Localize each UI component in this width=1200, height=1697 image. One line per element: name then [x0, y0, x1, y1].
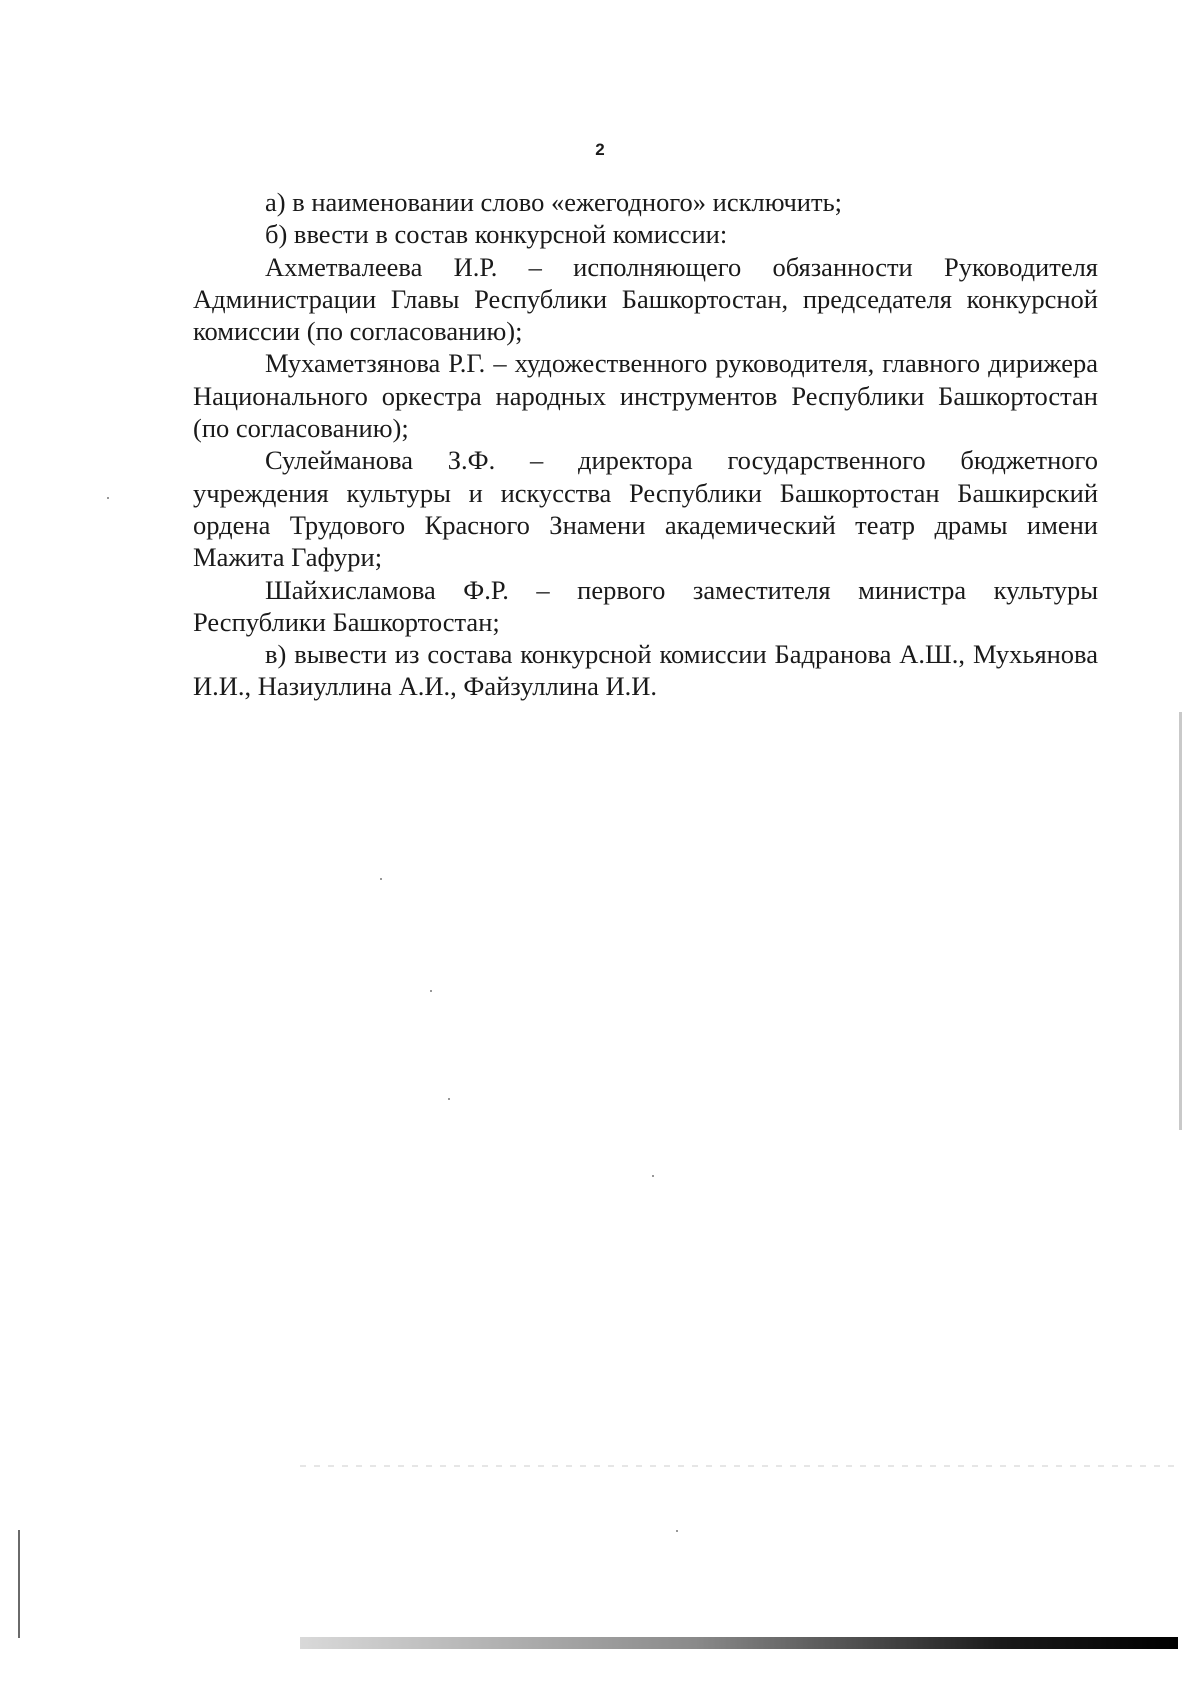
paragraph-item-a: а) в наименовании слово «ежегодного» исключить;	[265, 187, 843, 217]
scan-speck	[380, 878, 382, 880]
page-number: 2	[595, 140, 605, 159]
scan-speck	[107, 497, 109, 499]
paragraph-member-shaykhislamov: Шайхисламова Ф.Р. – первого заместителя министра культуры Республики Башкортостан;	[193, 574, 1098, 637]
scan-speck	[652, 1175, 654, 1177]
scan-speck	[676, 1530, 678, 1532]
document-body	[193, 186, 1098, 703]
scan-speck	[430, 990, 432, 992]
paragraph-member-akhmetvaleev: Ахметвалеева И.Р. – исполняющего обязанности Руководителя Администрации Главы Республики Башкортостан, председателя конкурсной комиссии (по согласованию);	[193, 251, 1098, 347]
paragraph-item-b: б) ввести в состав конкурсной комиссии:	[265, 219, 728, 250]
paragraph-member-suleymanov: Сулейманова З.Ф. – директора государственного бюджетного учреждения культуры и искусства Республики Башкортостан Башкирский ордена Трудового Красного Знамени академический театр драмы имени Мажита Гафури;	[193, 445, 1098, 573]
scan-speck	[448, 1098, 450, 1100]
scan-edge-bottom	[300, 1637, 1178, 1649]
scan-faint-row	[300, 1465, 1180, 1467]
paragraph-item-v: в) вывести из состава конкурсной комиссии Бадранова А.Ш., Мухьянова И.И., Назиуллина А.И., Файзуллина И.И.	[193, 639, 1098, 702]
paragraph-member-mukhametzyanov: Мухаметзянова Р.Г. – художественного руководителя, главного дирижера Национального оркестра народных инструментов Республики Башкортостан (по согласованию);	[193, 348, 1098, 444]
scan-edge-left	[18, 1530, 20, 1638]
scan-edge-right	[1179, 712, 1182, 1130]
